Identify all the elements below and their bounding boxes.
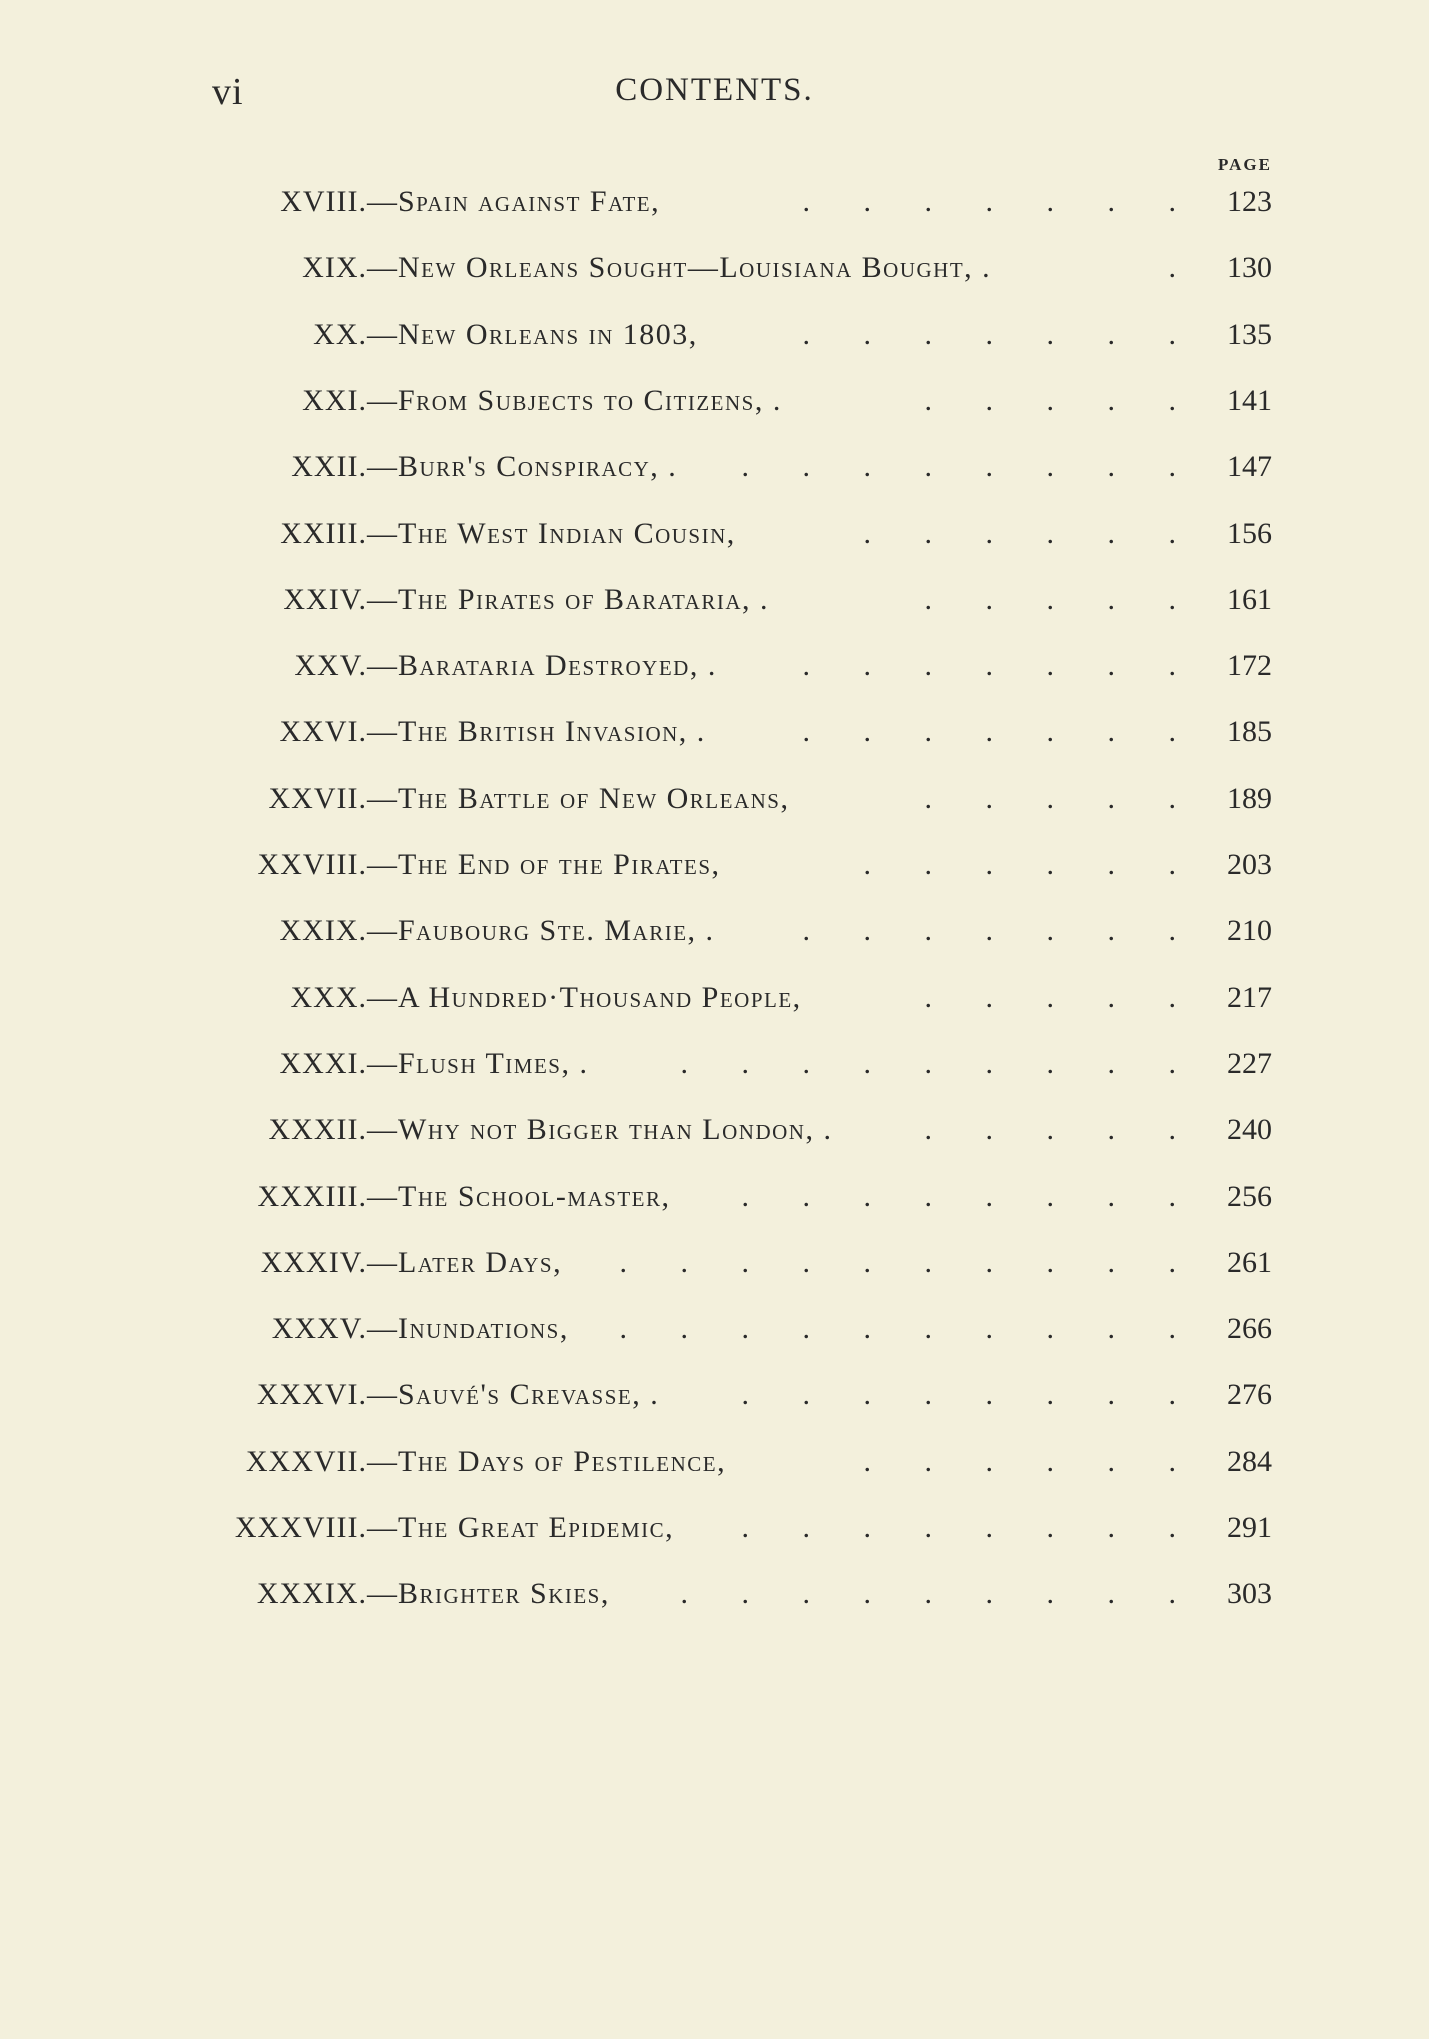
chapter-title: Faubourg Ste. Marie, . [398, 914, 715, 947]
chapter-title: Brighter Skies, [398, 1577, 610, 1610]
toc-row [0, 1312, 1429, 1358]
dot-leader: . . . . . [924, 1113, 1199, 1146]
dot-leader: . . . . . [924, 583, 1199, 616]
em-dash: — [367, 1246, 397, 1279]
chapter-numeral: XXV. [294, 649, 367, 682]
dot-leader: . . . . . . . . [741, 1180, 1199, 1213]
chapter-numeral: XXXII. [268, 1113, 367, 1146]
toc-row [0, 1047, 1429, 1093]
toc-row [0, 715, 1429, 761]
em-dash: — [367, 1312, 397, 1345]
chapter-title: Inundations, [398, 1312, 569, 1345]
toc-row [0, 848, 1429, 894]
em-dash: — [367, 981, 397, 1014]
em-dash: — [367, 1378, 397, 1411]
dot-leader: . . . . . [924, 384, 1199, 417]
chapter-page-number: 210 [1227, 914, 1272, 947]
toc-row [0, 1511, 1429, 1557]
toc-row [0, 251, 1429, 297]
chapter-title: The Great Epidemic, [398, 1511, 675, 1544]
em-dash: — [367, 1047, 397, 1080]
chapter-title: New Orleans in 1803, [398, 318, 698, 351]
chapter-page-number: 303 [1227, 1577, 1272, 1610]
em-dash: — [367, 1577, 397, 1610]
chapter-numeral: XXIX. [279, 914, 367, 947]
dot-leader: . . . . . . . . . [680, 1577, 1199, 1610]
chapter-page-number: 217 [1227, 981, 1272, 1014]
chapter-numeral: XXXIII. [257, 1180, 367, 1213]
chapter-numeral: XXVIII. [257, 848, 367, 881]
em-dash: — [367, 848, 397, 881]
dot-leader: . . . . . [924, 981, 1199, 1014]
toc-row [0, 318, 1429, 364]
chapter-numeral: XXXVII. [245, 1445, 367, 1478]
chapter-numeral: XXXVIII. [234, 1511, 367, 1544]
chapter-page-number: 203 [1227, 848, 1272, 881]
em-dash: — [367, 318, 397, 351]
running-title: CONTENTS. [615, 72, 814, 108]
toc-row [0, 517, 1429, 563]
chapter-title: Why not Bigger than London, . [398, 1113, 833, 1146]
chapter-numeral: XXIV. [283, 583, 367, 616]
chapter-page-number: 156 [1227, 517, 1272, 550]
chapter-numeral: XXXIV. [260, 1246, 367, 1279]
dot-leader: . . . . . . . . . . [619, 1312, 1199, 1345]
dot-leader: . . . . . . . . . . [619, 1246, 1199, 1279]
em-dash: — [367, 782, 397, 815]
em-dash: — [367, 715, 397, 748]
chapter-page-number: 291 [1227, 1511, 1272, 1544]
page-column-label: PAGE [1218, 155, 1272, 174]
em-dash: — [367, 914, 397, 947]
em-dash: — [367, 450, 397, 483]
toc-row [0, 649, 1429, 695]
toc-row [0, 914, 1429, 960]
chapter-page-number: 284 [1227, 1445, 1272, 1478]
chapter-title: The West Indian Cousin, [398, 517, 736, 550]
chapter-numeral: XVIII. [280, 185, 367, 218]
dot-leader: . . . . . . . . [741, 450, 1199, 483]
chapter-title: The End of the Pirates, [398, 848, 721, 881]
dot-leader: . . . . . . . . [741, 1378, 1199, 1411]
chapter-title: Flush Times, . [398, 1047, 589, 1080]
dot-leader: . . . . . . . [802, 715, 1199, 748]
em-dash: — [367, 1511, 397, 1544]
chapter-numeral: XXVI. [279, 715, 367, 748]
em-dash: — [367, 1445, 397, 1478]
chapter-title: Burr's Conspiracy, . [398, 450, 678, 483]
em-dash: — [367, 185, 397, 218]
dot-leader: . . . . . [924, 782, 1199, 815]
chapter-title: Sauvé's Crevasse, . [398, 1378, 660, 1411]
chapter-numeral: XXXI. [279, 1047, 367, 1080]
chapter-title: A Hundred·Thousand People, [398, 981, 802, 1014]
dot-leader: . . . . . . . [802, 318, 1199, 351]
chapter-page-number: 240 [1227, 1113, 1272, 1146]
toc-row [0, 1113, 1429, 1159]
chapter-title: The School-master, [398, 1180, 671, 1213]
dot-leader: . . . . . . [863, 848, 1199, 881]
chapter-title: The British Invasion, . [398, 715, 706, 748]
toc-row [0, 583, 1429, 629]
chapter-numeral: XXXVI. [256, 1378, 367, 1411]
page-folio: vi [212, 71, 244, 113]
chapter-page-number: 189 [1227, 782, 1272, 815]
chapter-numeral: XX. [313, 318, 367, 351]
em-dash: — [367, 251, 397, 284]
chapter-numeral: XIX. [302, 251, 367, 284]
em-dash: — [367, 649, 397, 682]
dot-leader: . . . . . . . . [741, 1511, 1199, 1544]
toc-row [0, 981, 1429, 1027]
chapter-title: The Battle of New Orleans, [398, 782, 790, 815]
chapter-numeral: XXX. [290, 981, 367, 1014]
em-dash: — [367, 517, 397, 550]
chapter-numeral: XXXIX. [256, 1577, 367, 1610]
chapter-page-number: 123 [1227, 185, 1272, 218]
dot-leader: . . . . . . . [802, 914, 1199, 947]
chapter-page-number: 185 [1227, 715, 1272, 748]
em-dash: — [367, 1113, 397, 1146]
toc-row [0, 384, 1429, 430]
chapter-page-number: 172 [1227, 649, 1272, 682]
toc-row [0, 185, 1429, 231]
toc-row [0, 1445, 1429, 1491]
dot-leader: . . . . . . . [802, 649, 1199, 682]
chapter-title: Barataria Destroyed, . [398, 649, 717, 682]
chapter-title: The Days of Pestilence, [398, 1445, 727, 1478]
dot-leader: . . . . . . [863, 1445, 1199, 1478]
chapter-title: From Subjects to Citizens, . [398, 384, 782, 417]
dot-leader: . . . . . . . . . [680, 1047, 1199, 1080]
em-dash: — [367, 583, 397, 616]
chapter-page-number: 276 [1227, 1378, 1272, 1411]
chapter-page-number: 227 [1227, 1047, 1272, 1080]
chapter-title: New Orleans Sought—Louisiana Bought, . [398, 251, 992, 284]
em-dash: — [367, 384, 397, 417]
chapter-numeral: XXII. [291, 450, 367, 483]
chapter-page-number: 147 [1227, 450, 1272, 483]
dot-leader: . [1168, 251, 1199, 284]
chapter-page-number: 161 [1227, 583, 1272, 616]
chapter-page-number: 135 [1227, 318, 1272, 351]
chapter-page-number: 261 [1227, 1246, 1272, 1279]
chapter-page-number: 256 [1227, 1180, 1272, 1213]
toc-row [0, 450, 1429, 496]
toc-row [0, 1577, 1429, 1623]
chapter-title: Later Days, [398, 1246, 563, 1279]
chapter-page-number: 141 [1227, 384, 1272, 417]
chapter-title: The Pirates of Barataria, . [398, 583, 770, 616]
chapter-numeral: XXIII. [280, 517, 367, 550]
chapter-page-number: 266 [1227, 1312, 1272, 1345]
toc-row [0, 1246, 1429, 1292]
toc-row [0, 1180, 1429, 1226]
chapter-page-number: 130 [1227, 251, 1272, 284]
chapter-numeral: XXVII. [268, 782, 367, 815]
toc-row [0, 1378, 1429, 1424]
chapter-numeral: XXXV. [271, 1312, 367, 1345]
dot-leader: . . . . . . [863, 517, 1199, 550]
chapter-title: Spain against Fate, [398, 185, 661, 218]
dot-leader: . . . . . . . [802, 185, 1199, 218]
toc-row [0, 782, 1429, 828]
chapter-numeral: XXI. [302, 384, 367, 417]
em-dash: — [367, 1180, 397, 1213]
